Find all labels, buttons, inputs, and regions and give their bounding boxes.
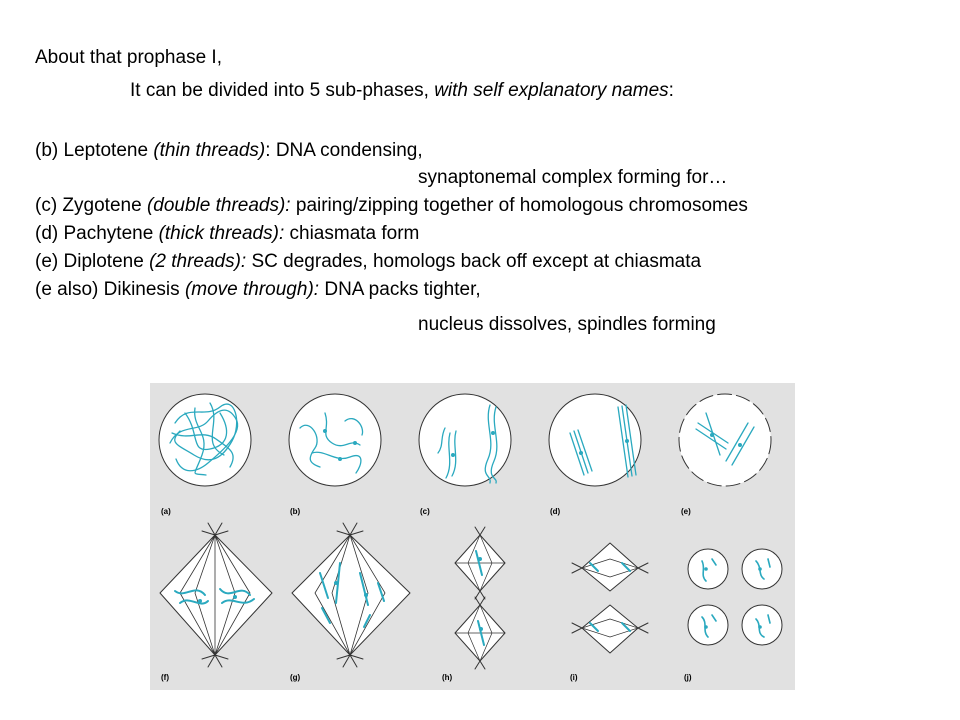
panel-b-cell xyxy=(289,394,381,486)
panel-label-i: (i) xyxy=(570,673,578,682)
leptotene-name: (b) Leptotene xyxy=(35,140,154,161)
heading-line xyxy=(35,47,222,69)
panel-g-spindle xyxy=(292,523,410,667)
panel-label-h: (h) xyxy=(442,673,453,682)
panel-label-f: (f) xyxy=(161,673,169,682)
diakinesis-desc-cont: nucleus dissolves, spindles forming xyxy=(418,314,716,335)
diplotene-name: (e) Diplotene xyxy=(35,251,150,272)
diplotene-desc: SC degrades, homologs back off except at chiasmata xyxy=(246,251,702,272)
zygotene-line xyxy=(35,195,748,217)
panel-label-j: (j) xyxy=(684,673,692,682)
pachytene-name: (d) Pachytene xyxy=(35,223,159,244)
diakinesis-cont-line xyxy=(418,314,716,336)
diakinesis-meaning: (move through): xyxy=(184,279,320,300)
meiosis-figure xyxy=(150,383,795,690)
zygotene-meaning: (double threads): xyxy=(146,195,291,216)
diplotene-meaning: (2 threads): xyxy=(149,251,247,272)
pachytene-meaning: (thick threads): xyxy=(158,223,285,244)
panel-i-spindles xyxy=(572,543,648,653)
panel-f-spindle xyxy=(160,523,272,667)
meiosis-diagram xyxy=(150,383,795,690)
panel-a-cell xyxy=(159,394,251,486)
intro-italic: with self explanatory names xyxy=(434,80,669,101)
panel-label-c: (c) xyxy=(420,507,430,516)
panel-label-b: (b) xyxy=(290,507,301,516)
zygotene-desc: pairing/zipping together of homologous chromosomes xyxy=(290,195,748,216)
pachytene-desc: chiasmata form xyxy=(284,223,420,244)
leptotene-cont-line xyxy=(418,167,727,189)
pachytene-line xyxy=(35,223,419,245)
diakinesis-desc: DNA packs tighter, xyxy=(319,279,481,300)
intro-line xyxy=(130,80,674,102)
leptotene-desc: : DNA condensing, xyxy=(265,140,423,161)
intro-end: : xyxy=(668,80,674,101)
panel-label-g: (g) xyxy=(290,673,301,682)
panel-d-cell xyxy=(549,394,641,486)
leptotene-desc-cont: synaptonemal complex forming for… xyxy=(418,167,728,188)
leptotene-meaning: (thin threads) xyxy=(153,140,266,161)
panel-label-d: (d) xyxy=(550,507,561,516)
zygotene-name: (c) Zygotene xyxy=(35,195,147,216)
panel-e-cell xyxy=(679,394,771,486)
heading: About that prophase I, xyxy=(35,47,222,68)
diakinesis-name: (e also) Dikinesis xyxy=(35,279,185,300)
intro-text: It can be divided into 5 sub-phases, xyxy=(130,80,435,101)
panel-label-a: (a) xyxy=(161,507,171,516)
panel-h-spindles xyxy=(455,527,505,669)
panel-label-e: (e) xyxy=(681,507,691,516)
leptotene-line xyxy=(35,140,423,162)
panel-c-cell xyxy=(419,394,511,486)
diplotene-line xyxy=(35,251,701,273)
diakinesis-line xyxy=(35,279,481,301)
panel-j-cells xyxy=(688,549,782,645)
